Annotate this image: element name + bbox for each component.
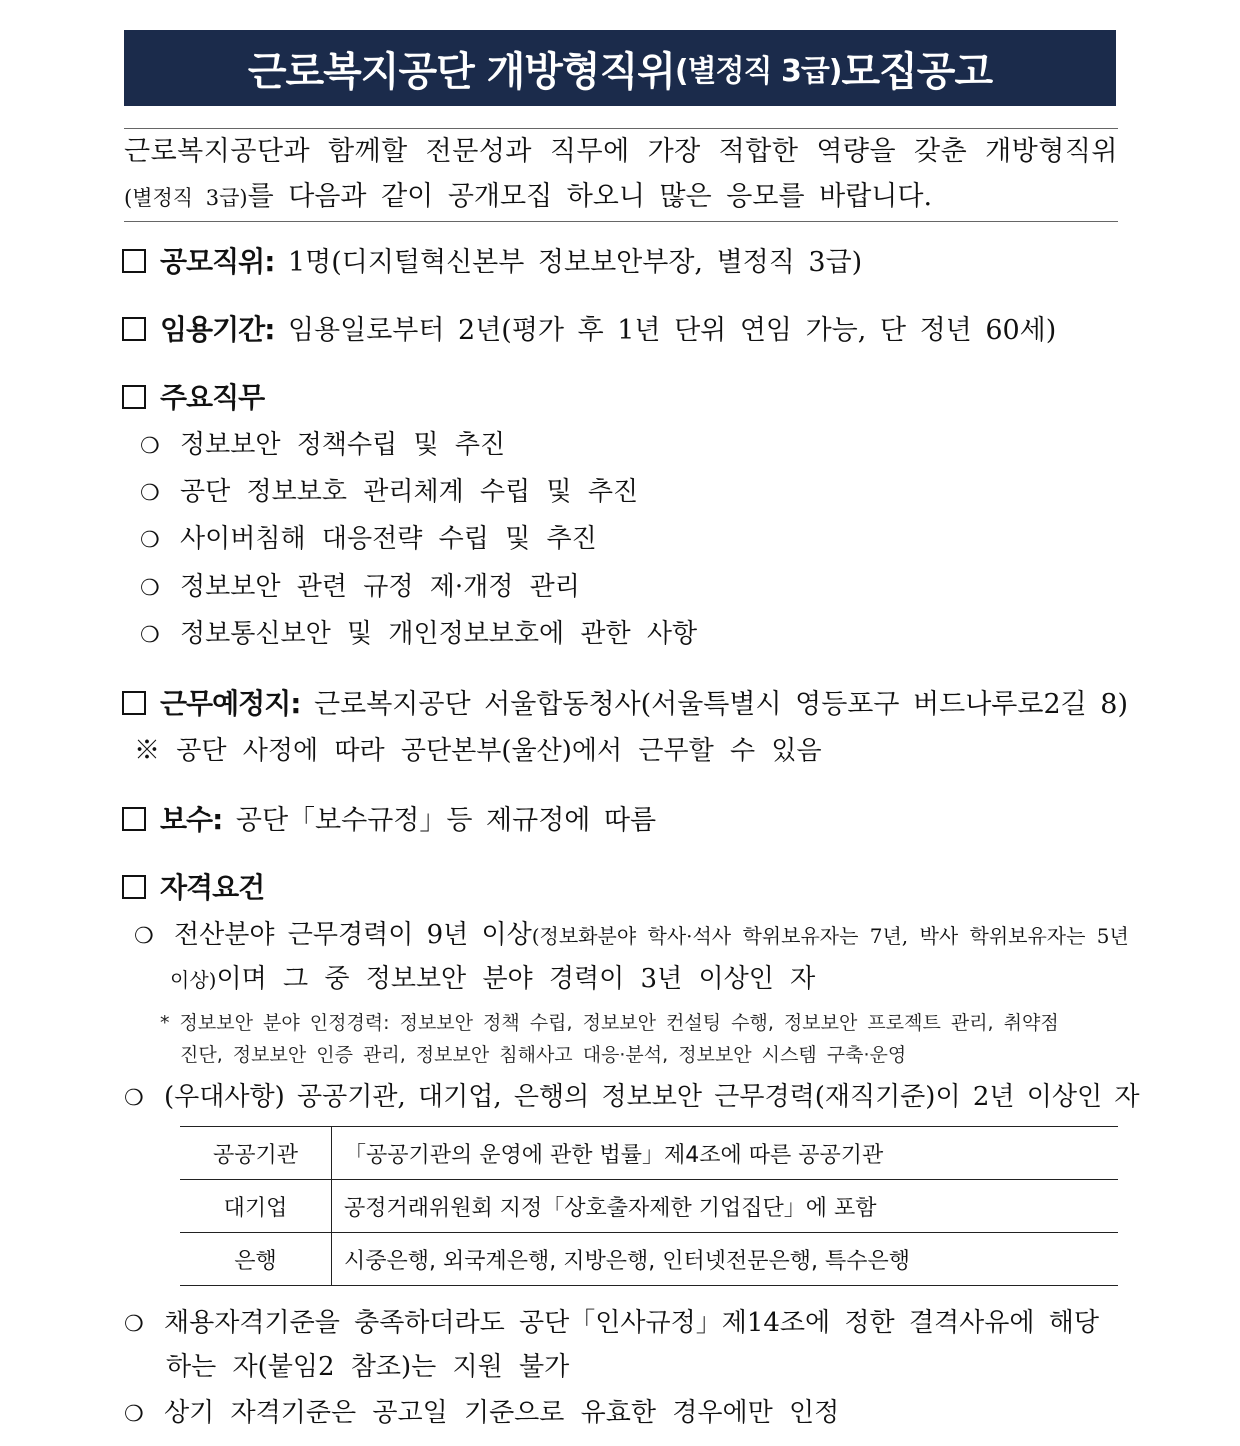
table-cell-desc: 「공공기관의 운영에 관한 법률」제4조에 따른 공공기관 (332, 1127, 1119, 1180)
checkbox-icon (122, 875, 146, 899)
duty-item: ❍ 사이버침해 대응전략 수립 및 추진 (140, 524, 597, 554)
qualification-1-note-cont: 진단, 정보보안 인증 관리, 정보보안 침해사고 대응·분석, 정보보안 시스템 구축·운영 (180, 1044, 907, 1066)
table-cell-desc: 시중은행, 외국계은행, 지방은행, 인터넷전문은행, 특수은행 (332, 1233, 1119, 1286)
qualification-4: ❍ 상기 자격기준은 공고일 기준으로 유효한 경우에만 인정 (124, 1398, 840, 1428)
circle-bullet-icon: ❍ (140, 576, 160, 601)
intro-line-1: 근로복지공단과 함께할 전문성과 직무에 가장 적합한 역량을 갖춘 개방형직위 (124, 136, 1118, 167)
pay-text: 공단「보수규정」등 제규정에 따름 (222, 805, 657, 836)
qualification-1-cont: 이상)이며 그 중 정보보안 분야 경력이 3년 이상인 자 (170, 964, 816, 994)
duty-item: ❍ 정보보안 정책수립 및 추진 (140, 430, 506, 460)
duties-label: 주요직무 (160, 381, 265, 414)
position-text: 1명(디지털혁신본부 정보보안부장, 별정직 3급) (274, 247, 863, 278)
section-qualifications (122, 866, 264, 906)
table-cell-name: 공공기관 (180, 1127, 332, 1180)
intro-small: (별정직 3급) (124, 186, 248, 210)
section-position (122, 240, 862, 280)
intro-line-2 (124, 174, 932, 221)
qualification-3-cont: 하는 자(붙임2 참조)는 지원 불가 (166, 1352, 570, 1382)
section-term (122, 308, 1056, 348)
location-label: 근무예정지: (160, 687, 301, 720)
circle-bullet-icon: ❍ (140, 481, 160, 506)
section-location (122, 682, 1128, 722)
table-cell-name: 은행 (180, 1233, 332, 1286)
checkbox-icon (122, 385, 146, 409)
table-row (180, 1127, 1118, 1180)
location-note: ※ 공단 사정에 따라 공단본부(울산)에서 근무할 수 있음 (134, 736, 822, 766)
section-pay (122, 798, 656, 838)
term-text: 임용일로부터 2년(평가 후 1년 단위 연임 가능, 단 정년 60세) (274, 315, 1057, 346)
preferred-institutions-table (180, 1126, 1118, 1286)
intro-paragraph (124, 128, 1118, 222)
checkbox-icon (122, 317, 146, 341)
qualifications-label: 자격요건 (160, 871, 265, 904)
title-paren: (별정직 3급) (674, 54, 842, 89)
location-text: 근로복지공단 서울합동청사(서울특별시 영등포구 버드나루로2길 8) (300, 689, 1129, 720)
title-tail: 모집공고 (841, 48, 993, 95)
qualification-1: ❍ 전산분야 근무경력이 9년 이상(정보화분야 학사·석사 학위보유자는 7년, 박사 학위보유자는 5년 (134, 920, 1129, 950)
intro-text: 를 다음과 같이 공개모집 하오니 많은 응모를 바랍니다. (247, 181, 933, 212)
pay-label: 보수: (160, 803, 223, 836)
qualification-3: ❍ 채용자격기준을 충족하더라도 공단「인사규정」제14조에 정한 결격사유에 해당 (124, 1308, 1100, 1338)
circle-bullet-icon: ❍ (134, 924, 154, 949)
page-title (124, 30, 1116, 106)
section-duties (122, 376, 264, 416)
term-label: 임용기간: (160, 313, 275, 346)
qualification-1-note: * 정보보안 분야 인정경력: 정보보안 정책 수립, 정보보안 컨설팅 수행, 정보보안 프로젝트 관리, 취약점 (160, 1012, 1059, 1034)
duty-item: ❍ 정보통신보안 및 개인정보보호에 관한 사항 (140, 619, 698, 649)
duty-item: ❍ 공단 정보보호 관리체계 수립 및 추진 (140, 477, 639, 507)
title-main: 근로복지공단 개방형직위 (247, 48, 675, 95)
circle-bullet-icon: ❍ (124, 1086, 144, 1111)
circle-bullet-icon: ❍ (140, 434, 160, 459)
checkbox-icon (122, 249, 146, 273)
duty-item: ❍ 정보보안 관련 규정 제·개정 관리 (140, 572, 580, 602)
circle-bullet-icon: ❍ (140, 623, 160, 648)
qualification-2: ❍ (우대사항) 공공기관, 대기업, 은행의 정보보안 근무경력(재직기준)이 2년 이상인 자 (124, 1082, 1140, 1112)
circle-bullet-icon: ❍ (124, 1402, 144, 1427)
checkbox-icon (122, 807, 146, 831)
circle-bullet-icon: ❍ (124, 1312, 144, 1337)
checkbox-icon (122, 691, 146, 715)
circle-bullet-icon: ❍ (140, 528, 160, 553)
table-cell-desc: 공정거래위원회 지정「상호출자제한 기업집단」에 포함 (332, 1180, 1119, 1233)
position-label: 공모직위: (160, 245, 275, 278)
table-row (180, 1233, 1118, 1286)
table-cell-name: 대기업 (180, 1180, 332, 1233)
table-row (180, 1180, 1118, 1233)
